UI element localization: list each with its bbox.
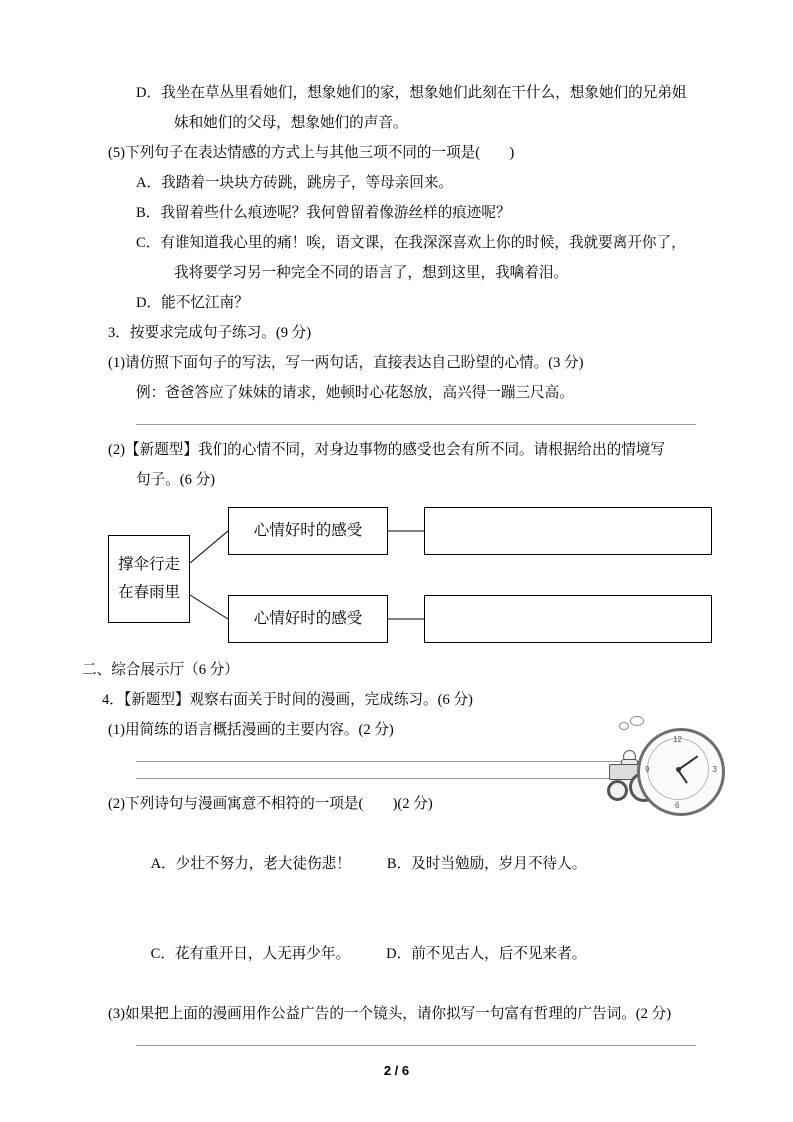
question-4-1: (1)用简练的语言概括漫画的主要内容。(2 分) — [108, 722, 394, 738]
question-5: (5)下列句子在表达情感的方式上与其他三项不同的一项是( ) — [108, 145, 515, 161]
tractor-front-wheel-icon — [607, 780, 628, 801]
page-number: 2 / 6 — [383, 1063, 410, 1078]
diagram-mid-box-2: 心情好时的感受 — [228, 595, 388, 643]
question-3-2-line2: 句子。(6 分) — [136, 472, 216, 488]
question-4-2-option-a: A．少壮不努力，老大徒伤悲！ — [150, 856, 351, 872]
question-3-1-example: 例：爸爸答应了妹妹的请求，她顿时心花怒放，高兴得一蹦三尺高。 — [136, 385, 574, 401]
clock-icon — [637, 728, 725, 816]
time-comic-illustration — [599, 722, 725, 814]
question-4-2-options-row2 — [62, 909, 731, 999]
smoke-puff-2 — [630, 716, 644, 726]
diagram-mid-box-1: 心情好时的感受 — [228, 507, 388, 555]
question-3-1: (1)请仿照下面句子的写法，写一两句话，直接表达自己盼望的心情。(3 分) — [108, 355, 584, 371]
question-5-option-c-line2: 我将要学习另一种完全不同的语言了，想到这里，我噙着泪。 — [174, 265, 569, 281]
question-5-option-b: B．我留着些什么痕迹呢？我何曾留着像游丝样的痕迹呢？ — [136, 205, 511, 221]
diagram-left-line1: 撑伞行走 — [117, 556, 180, 573]
section-2-heading: 二、综合展示厅（6 分） — [82, 662, 239, 678]
option-d-line1: D．我坐在草丛里看她们，想象她们的家，想象她们此刻在干什么，想象她们的兄弟姐 — [136, 85, 687, 101]
question-5-option-a: A．我踏着一块块方砖跳，跳房子，等母亲回来。 — [136, 175, 454, 191]
question-4-heading: 4．【新题型】观察右面关于时间的漫画，完成练习。(6 分) — [102, 692, 473, 708]
question-3-2-line1: (2)【新题型】我们的心情不同，对身边事物的感受也会有所不同。请根据给出的情境写 — [108, 442, 665, 458]
clock-center-dot — [676, 767, 681, 772]
answer-line-4-3[interactable] — [136, 1045, 696, 1046]
feeling-diagram — [62, 503, 731, 655]
diagram-connectors — [62, 503, 762, 655]
question-3-heading: 3．按要求完成句子练习。(9 分) — [108, 325, 312, 341]
diagram-left-line2: 在春雨里 — [117, 584, 180, 601]
option-d-line2: 妹和她们的父母，想象她们的声音。 — [174, 115, 408, 131]
answer-line-3-1[interactable] — [136, 424, 696, 425]
clock-number-12: 12 — [673, 735, 682, 744]
question-5-option-c-line1: C．有谁知道我心里的痛！唉，语文课，在我深深喜欢上你的时候，我就要离开你了， — [136, 235, 686, 251]
question-4-2-option-d: D．前不见古人，后不见来者。 — [386, 946, 587, 962]
clock-number-9: 9 — [645, 765, 650, 774]
question-4-2-option-c: C．花有重开日，人无再少年。 — [150, 946, 351, 962]
smoke-puff-1 — [619, 722, 629, 730]
clock-number-6: 6 — [675, 801, 680, 810]
clock-number-3: 3 — [712, 765, 717, 774]
question-4-2-options-row1 — [62, 819, 731, 909]
question-5-option-d: D．能不忆江南？ — [136, 295, 249, 311]
question-4-2-option-b: B．及时当勉励，岁月不待人。 — [386, 856, 587, 872]
question-4-2: (2)下列诗句与漫画寓意不相符的一项是( )(2 分) — [108, 796, 433, 812]
question-4-3: (3)如果把上面的漫画用作公益广告的一个镜头，请你拟写一句富有哲理的广告词。(2 分) — [108, 1006, 672, 1022]
